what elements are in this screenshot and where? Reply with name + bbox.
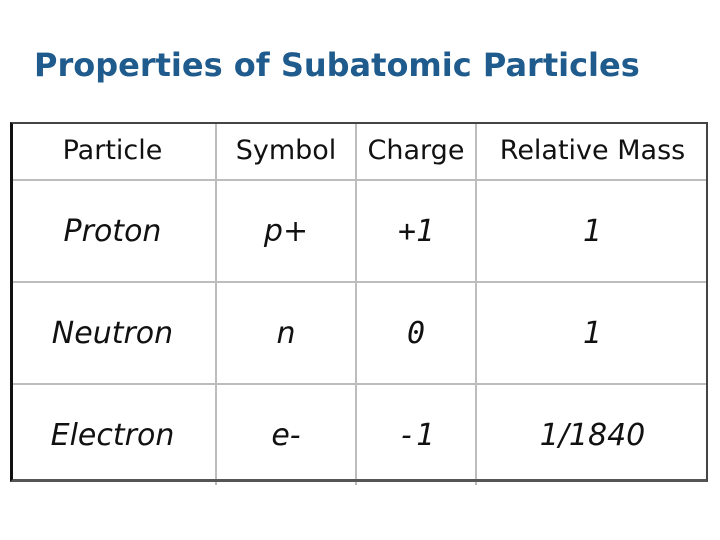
cell-charge: 0	[356, 282, 476, 384]
cell-relative-mass: 1	[476, 282, 708, 384]
cell-symbol: e-	[216, 384, 356, 485]
particles-table	[10, 122, 708, 485]
table-row	[10, 180, 708, 282]
table-header-row	[10, 122, 708, 180]
cell-charge: +1	[356, 180, 476, 282]
cell-charge: -1	[356, 384, 476, 485]
cell-particle: Proton	[10, 180, 216, 282]
particles-table-container	[10, 122, 708, 482]
cell-particle: Electron	[10, 384, 216, 485]
cell-relative-mass: 1	[476, 180, 708, 282]
header-charge: Charge	[356, 122, 476, 180]
header-relative-mass: Relative Mass	[476, 122, 708, 180]
table-row	[10, 282, 708, 384]
header-symbol: Symbol	[216, 122, 356, 180]
cell-relative-mass: 1/1840	[476, 384, 708, 485]
cell-symbol: p+	[216, 180, 356, 282]
cell-particle: Neutron	[10, 282, 216, 384]
slide-title: Properties of Subatomic Particles	[34, 46, 640, 84]
table-row	[10, 384, 708, 485]
header-particle: Particle	[62, 135, 163, 166]
cell-symbol: n	[216, 282, 356, 384]
